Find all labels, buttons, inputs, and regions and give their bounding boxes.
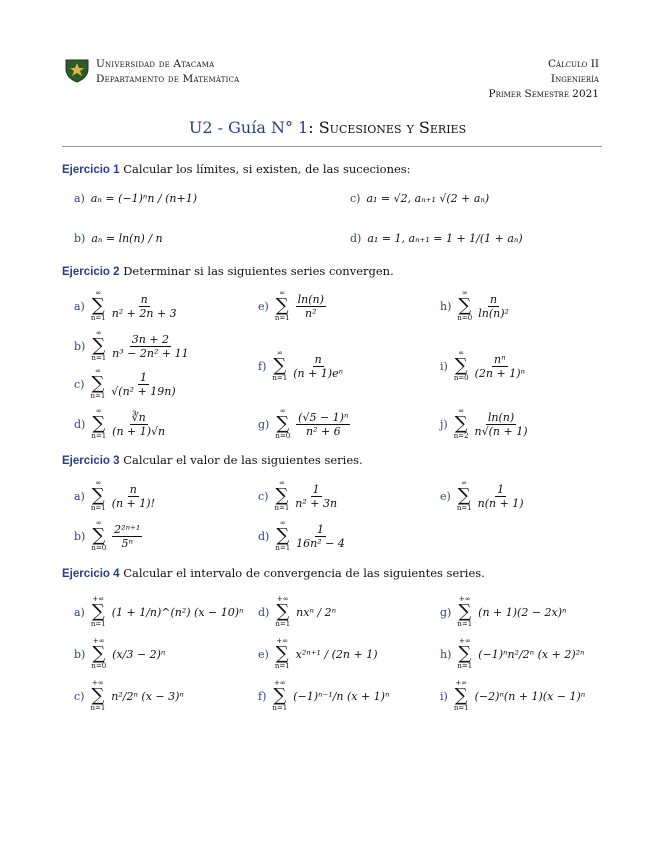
ex1-item-b xyxy=(74,232,163,245)
ex3-item-d-numerator: 1 xyxy=(317,522,325,536)
ex2-item-f-upper: ∞ xyxy=(276,349,283,357)
ex1-item-b-label: b) xyxy=(74,232,86,245)
ex2-item-h-upper: ∞ xyxy=(461,289,468,297)
ex2-item-i-numerator: nⁿ xyxy=(494,352,506,366)
ex1-item-c-expr: a₁ = √2, aₙ₊₁ √(2 + aₙ) xyxy=(366,192,490,205)
ex2-item-h-label: h) xyxy=(440,299,452,313)
ex2-item-g-lower: n=0 xyxy=(275,432,291,440)
ex2-item-g-label: g) xyxy=(258,417,270,431)
ex3-item-e-upper: ∞ xyxy=(461,479,468,487)
ex3-item-a-denominator: (n + 1)! xyxy=(111,496,155,510)
ex2-item-j-label: j) xyxy=(440,417,448,431)
ex2-item-b-lower: n=1 xyxy=(91,354,107,362)
ex3-item-c-denominator: n² + 3n xyxy=(295,496,338,510)
ex2-item-i-sigma xyxy=(454,350,469,382)
ex4-item-i-sigma-symbol: ∑ xyxy=(454,685,468,706)
ex2-item-d-sigma-symbol: ∑ xyxy=(92,413,106,434)
ex2-item-b xyxy=(74,330,189,362)
ex4-item-c-lower: n=1 xyxy=(90,704,106,712)
ex2-item-i-denominator: (2n + 1)ⁿ xyxy=(474,366,525,380)
ex2-item-a-fraction xyxy=(112,293,177,320)
ex2-item-h-sigma-symbol: ∑ xyxy=(458,295,472,316)
ex4-item-g-expr: (n + 1)(2 − 2x)ⁿ xyxy=(478,605,567,619)
ex2-item-e-numerator: ln(n) xyxy=(297,292,324,306)
ex3-item-e-lower: n=1 xyxy=(456,504,472,512)
ex2-item-a-denominator: n² + 2n + 3 xyxy=(111,306,177,320)
ex2-item-f-denominator: (n + 1)eⁿ xyxy=(293,366,344,380)
ex2-item-h-numerator: n xyxy=(490,292,498,306)
ex3-item-d-fraction xyxy=(296,523,345,550)
ex2-item-e-upper: ∞ xyxy=(279,289,286,297)
ex4-item-f-sigma xyxy=(272,680,287,712)
ex2-item-f-numerator: n xyxy=(314,352,322,366)
ex2-item-d-upper: ∞ xyxy=(95,407,102,415)
ex3-item-a xyxy=(74,480,155,512)
ex4-item-a xyxy=(74,596,244,628)
ex2-item-i-label: i) xyxy=(440,359,448,373)
ex4-item-c-expr: n²/2ⁿ (x − 3)ⁿ xyxy=(111,689,184,703)
ex4-item-g-sigma-symbol: ∑ xyxy=(458,601,472,622)
ex3-item-b-sigma xyxy=(91,520,106,552)
ex3-item-a-fraction xyxy=(112,483,155,510)
ex2-item-g-upper: ∞ xyxy=(279,407,286,415)
ex4-item-g-label: g) xyxy=(440,605,452,619)
ex2-item-h-denominator: ln(n)² xyxy=(478,306,509,320)
semester: Primer Semestre 2021 xyxy=(488,88,599,100)
ex4-item-b-sigma xyxy=(91,638,106,670)
ex2-item-i xyxy=(440,350,525,382)
course-name: Cálculo II xyxy=(547,58,599,70)
ex2-item-j-fraction xyxy=(475,411,528,438)
ex4-item-h-upper: +∞ xyxy=(458,637,471,645)
ex2-item-f-fraction xyxy=(293,353,343,380)
ex3-item-d-sigma xyxy=(275,520,290,552)
ex2-item-e-denominator: n² xyxy=(305,306,317,320)
ex3-item-a-upper: ∞ xyxy=(95,479,102,487)
ex3-item-c-lower: n=1 xyxy=(274,504,290,512)
ex2-item-d-numerator: ∛n xyxy=(131,410,146,424)
ex4-item-a-upper: +∞ xyxy=(92,595,105,603)
ex2-item-j-denominator: n√(n + 1) xyxy=(474,424,528,438)
ex2-item-b-numerator: 3n + 2 xyxy=(131,332,170,346)
ex2-item-j-numerator: ln(n) xyxy=(487,410,515,424)
ex2-item-j-sigma-symbol: ∑ xyxy=(454,413,468,434)
title-divider xyxy=(62,146,602,147)
ex2-item-e-label: e) xyxy=(258,299,269,313)
ex2-item-f-label: f) xyxy=(258,359,267,373)
ex4-item-e-sigma-symbol: ∑ xyxy=(275,643,289,664)
ex3-item-d-lower: n=1 xyxy=(275,544,291,552)
ex4-item-h-sigma-symbol: ∑ xyxy=(458,643,472,664)
ex2-item-h-sigma xyxy=(457,290,472,322)
ex4-item-f-sigma-symbol: ∑ xyxy=(273,685,287,706)
ex4-item-e-label: e) xyxy=(258,647,269,661)
ex3-item-a-label: a) xyxy=(74,489,85,503)
ex2-item-a-upper: ∞ xyxy=(95,289,102,297)
ex2-item-a-sigma xyxy=(91,290,106,322)
ex3-item-e-fraction xyxy=(478,483,524,510)
ex4-item-f-expr: (−1)ⁿ⁻¹/n (x + 1)ⁿ xyxy=(293,689,390,703)
exercise-2-heading xyxy=(62,264,394,278)
ex2-item-d-label: d) xyxy=(74,417,86,431)
ex1-item-d-label: d) xyxy=(350,232,362,245)
ex4-item-h-lower: n=1 xyxy=(457,662,473,670)
university-name xyxy=(96,57,239,87)
ex2-item-b-denominator: n³ − 2n² + 11 xyxy=(112,346,189,360)
ex2-item-j xyxy=(440,408,528,440)
ex4-item-c-label: c) xyxy=(74,689,85,703)
ex4-item-e-lower: n=1 xyxy=(274,662,290,670)
ex4-item-c-sigma xyxy=(90,680,105,712)
ex2-item-d-denominator: (n + 1)√n xyxy=(112,424,166,438)
university-logo-icon xyxy=(64,57,90,83)
ex3-item-e-label: e) xyxy=(440,489,451,503)
ex4-item-d-sigma-symbol: ∑ xyxy=(276,601,290,622)
ex2-item-a xyxy=(74,290,177,322)
ex4-item-h-label: h) xyxy=(440,647,452,661)
ex2-item-i-lower: n=0 xyxy=(453,374,469,382)
ex2-item-c-upper: ∞ xyxy=(94,367,101,375)
ex2-item-b-fraction xyxy=(112,333,188,360)
ex4-item-a-lower: n=1 xyxy=(90,620,106,628)
ex3-item-b-upper: ∞ xyxy=(95,519,102,527)
exercise-4-label: Ejercicio 4 xyxy=(62,568,120,580)
ex3-item-e-denominator: n(n + 1) xyxy=(477,496,524,510)
ex2-item-c-sigma-symbol: ∑ xyxy=(91,373,105,394)
ex2-item-b-sigma-symbol: ∑ xyxy=(92,335,106,356)
ex3-item-b-lower: n=0 xyxy=(91,544,107,552)
ex2-item-c-denominator: √(n² + 19n) xyxy=(111,384,176,398)
ex4-item-f-upper: +∞ xyxy=(273,679,286,687)
ex3-item-a-sigma xyxy=(91,480,106,512)
ex4-item-g-upper: +∞ xyxy=(458,595,471,603)
ex2-item-i-fraction xyxy=(475,353,525,380)
ex3-item-a-numerator: n xyxy=(129,482,137,496)
ex1-item-a-expr: aₙ = (−1)ⁿn / (n+1) xyxy=(90,192,198,205)
ex4-item-a-expr: (1 + 1/n)^(n²) (x − 10)ⁿ xyxy=(111,605,244,619)
exercise-1-heading xyxy=(62,162,411,176)
ex2-item-c-label: c) xyxy=(74,377,85,391)
ex2-item-c-sigma xyxy=(90,368,105,400)
ex1-item-d xyxy=(350,232,523,245)
ex3-item-b-label: b) xyxy=(74,529,86,543)
ex4-item-c-upper: +∞ xyxy=(92,679,104,687)
ex4-item-a-label: a) xyxy=(74,605,85,619)
course-header xyxy=(489,57,599,102)
ex2-item-h-fraction xyxy=(478,293,509,320)
ex3-item-d-sigma-symbol: ∑ xyxy=(276,525,290,546)
ex3-item-d-label: d) xyxy=(258,529,270,543)
exercise-3-text: Calcular el valor de las siguientes series. xyxy=(123,453,363,467)
ex4-item-b-expr: (x/3 − 2)ⁿ xyxy=(112,647,166,661)
ex3-item-d-denominator: 16n² − 4 xyxy=(296,536,345,550)
ex3-item-e-numerator: 1 xyxy=(497,482,505,496)
ex3-item-c-upper: ∞ xyxy=(278,479,285,487)
ex2-item-c-lower: n=1 xyxy=(90,392,106,400)
ex3-item-c-fraction xyxy=(295,483,337,510)
ex3-item-e-sigma xyxy=(457,480,472,512)
title-code: U2 - Guía N° 1 xyxy=(188,118,309,137)
exercise-2-text: Determinar si las siguientes series convergen. xyxy=(123,264,394,278)
ex4-item-i-sigma xyxy=(454,680,469,712)
ex4-item-i-upper: +∞ xyxy=(455,679,468,687)
ex2-item-d-lower: n=1 xyxy=(91,432,107,440)
program-name: Ingeniería xyxy=(550,73,599,85)
ex2-item-e xyxy=(258,290,326,322)
ex2-item-e-sigma-symbol: ∑ xyxy=(275,295,289,316)
ex2-item-i-upper: ∞ xyxy=(458,349,465,357)
ex4-item-g-lower: n=1 xyxy=(457,620,473,628)
exercise-1-label: Ejercicio 1 xyxy=(62,164,120,176)
ex2-item-j-sigma xyxy=(454,408,469,440)
title-sep: : xyxy=(308,118,314,137)
ex2-item-f-sigma xyxy=(272,350,287,382)
exercise-2-label: Ejercicio 2 xyxy=(62,266,120,278)
ex3-item-c-sigma xyxy=(274,480,289,512)
ex2-item-a-sigma-symbol: ∑ xyxy=(91,295,105,316)
ex3-item-b-numerator: 2²ⁿ⁺¹ xyxy=(114,522,141,536)
exercise-3-label: Ejercicio 3 xyxy=(62,455,120,467)
ex4-item-g xyxy=(440,596,567,628)
ex3-item-c-sigma-symbol: ∑ xyxy=(275,485,289,506)
exercise-4-heading xyxy=(62,566,485,580)
ex4-item-b xyxy=(74,638,165,670)
ex4-item-h xyxy=(440,638,585,670)
ex4-item-i-lower: n=1 xyxy=(453,704,469,712)
ex1-item-c-label: c) xyxy=(350,192,361,205)
ex4-item-b-upper: +∞ xyxy=(92,637,105,645)
ex4-item-d-label: d) xyxy=(258,605,270,619)
ex4-item-d-sigma xyxy=(275,596,290,628)
exercise-3-heading xyxy=(62,453,363,467)
ex4-item-i-label: i) xyxy=(440,689,448,703)
ex4-item-c xyxy=(74,680,184,712)
ex1-item-a xyxy=(74,192,197,205)
ex4-item-b-sigma-symbol: ∑ xyxy=(92,643,106,664)
ex2-item-h xyxy=(440,290,509,322)
ex2-item-c-numerator: 1 xyxy=(139,370,147,384)
ex4-item-b-label: b) xyxy=(74,647,86,661)
title-topic: Sucesiones y Series xyxy=(318,118,467,137)
ex2-item-d-fraction xyxy=(112,411,165,438)
ex3-item-a-lower: n=1 xyxy=(90,504,106,512)
ex4-item-e xyxy=(258,638,378,670)
ex2-item-f-sigma-symbol: ∑ xyxy=(273,355,287,376)
ex2-item-c-fraction xyxy=(111,371,175,398)
exercise-4-text: Calcular el intervalo de convergencia de las siguientes series. xyxy=(123,566,485,580)
ex2-item-b-sigma xyxy=(91,330,106,362)
ex2-item-d xyxy=(74,408,165,440)
ex3-item-c-label: c) xyxy=(258,489,269,503)
ex4-item-f-label: f) xyxy=(258,689,267,703)
ex1-item-b-expr: aₙ = ln(n) / n xyxy=(91,232,163,245)
ex3-item-e xyxy=(440,480,524,512)
ex2-item-a-lower: n=1 xyxy=(90,314,106,322)
ex2-item-b-label: b) xyxy=(74,339,86,353)
ex2-item-j-upper: ∞ xyxy=(458,407,465,415)
ex3-item-c-numerator: 1 xyxy=(312,482,320,496)
ex4-item-d xyxy=(258,596,336,628)
ex3-item-d-upper: ∞ xyxy=(279,519,286,527)
ex2-item-g-sigma-symbol: ∑ xyxy=(276,413,290,434)
ex2-item-a-numerator: n xyxy=(140,292,148,306)
ex4-item-b-lower: n=0 xyxy=(91,662,107,670)
ex2-item-g-fraction xyxy=(296,411,350,438)
ex2-item-d-sigma xyxy=(91,408,106,440)
ex2-item-g xyxy=(258,408,350,440)
ex1-item-a-label: a) xyxy=(74,192,85,205)
ex2-item-f-lower: n=1 xyxy=(272,374,288,382)
ex4-item-c-sigma-symbol: ∑ xyxy=(91,685,105,706)
ex1-item-d-expr: a₁ = 1, aₙ₊₁ = 1 + 1/(1 + aₙ) xyxy=(367,232,523,245)
ex2-item-j-lower: n=2 xyxy=(453,432,469,440)
ex4-item-d-upper: +∞ xyxy=(276,595,289,603)
ex2-item-f xyxy=(258,350,343,382)
ex2-item-g-numerator: (√5 − 1)ⁿ xyxy=(298,410,349,424)
ex3-item-a-sigma-symbol: ∑ xyxy=(91,485,105,506)
ex3-item-b-denominator: 5ⁿ xyxy=(121,536,133,550)
ex4-item-e-sigma xyxy=(275,638,290,670)
ex2-item-b-upper: ∞ xyxy=(95,329,102,337)
ex4-item-a-sigma xyxy=(91,596,106,628)
ex1-item-c xyxy=(350,192,489,205)
ex4-item-e-upper: +∞ xyxy=(276,637,289,645)
ex4-item-d-expr: nxⁿ / 2ⁿ xyxy=(296,605,337,619)
ex2-item-i-sigma-symbol: ∑ xyxy=(454,355,468,376)
ex2-item-e-sigma xyxy=(275,290,290,322)
ex2-item-e-fraction xyxy=(296,293,326,320)
ex2-item-c xyxy=(74,368,176,400)
ex3-item-d xyxy=(258,520,345,552)
department-line: Departamento de Matemática xyxy=(96,73,240,85)
university-line-1: Universidad de Atacama xyxy=(96,58,215,70)
ex2-item-a-label: a) xyxy=(74,299,85,313)
ex4-item-i-expr: (−2)ⁿ(n + 1)(x − 1)ⁿ xyxy=(474,689,586,703)
ex4-item-f-lower: n=1 xyxy=(272,704,288,712)
ex3-item-b-fraction xyxy=(112,523,142,550)
ex4-item-a-sigma-symbol: ∑ xyxy=(91,601,105,622)
ex3-item-b-sigma-symbol: ∑ xyxy=(92,525,106,546)
ex4-item-i xyxy=(440,680,585,712)
ex2-item-g-sigma xyxy=(275,408,290,440)
ex4-item-h-expr: (−1)ⁿn²/2ⁿ (x + 2)²ⁿ xyxy=(478,647,585,661)
ex4-item-g-sigma xyxy=(457,596,472,628)
ex4-item-f xyxy=(258,680,389,712)
ex2-item-e-lower: n=1 xyxy=(274,314,290,322)
ex2-item-h-lower: n=0 xyxy=(457,314,473,322)
ex3-item-c xyxy=(258,480,337,512)
ex2-item-g-denominator: n² + 6 xyxy=(305,424,341,438)
ex4-item-d-lower: n=1 xyxy=(275,620,291,628)
ex4-item-e-expr: x²ⁿ⁺¹ / (2n + 1) xyxy=(295,647,378,661)
page-title xyxy=(0,118,655,137)
exercise-1-text: Calcular los límites, si existen, de las suceciones: xyxy=(123,162,411,176)
ex3-item-e-sigma-symbol: ∑ xyxy=(457,485,471,506)
ex3-item-b xyxy=(74,520,142,552)
ex4-item-h-sigma xyxy=(457,638,472,670)
